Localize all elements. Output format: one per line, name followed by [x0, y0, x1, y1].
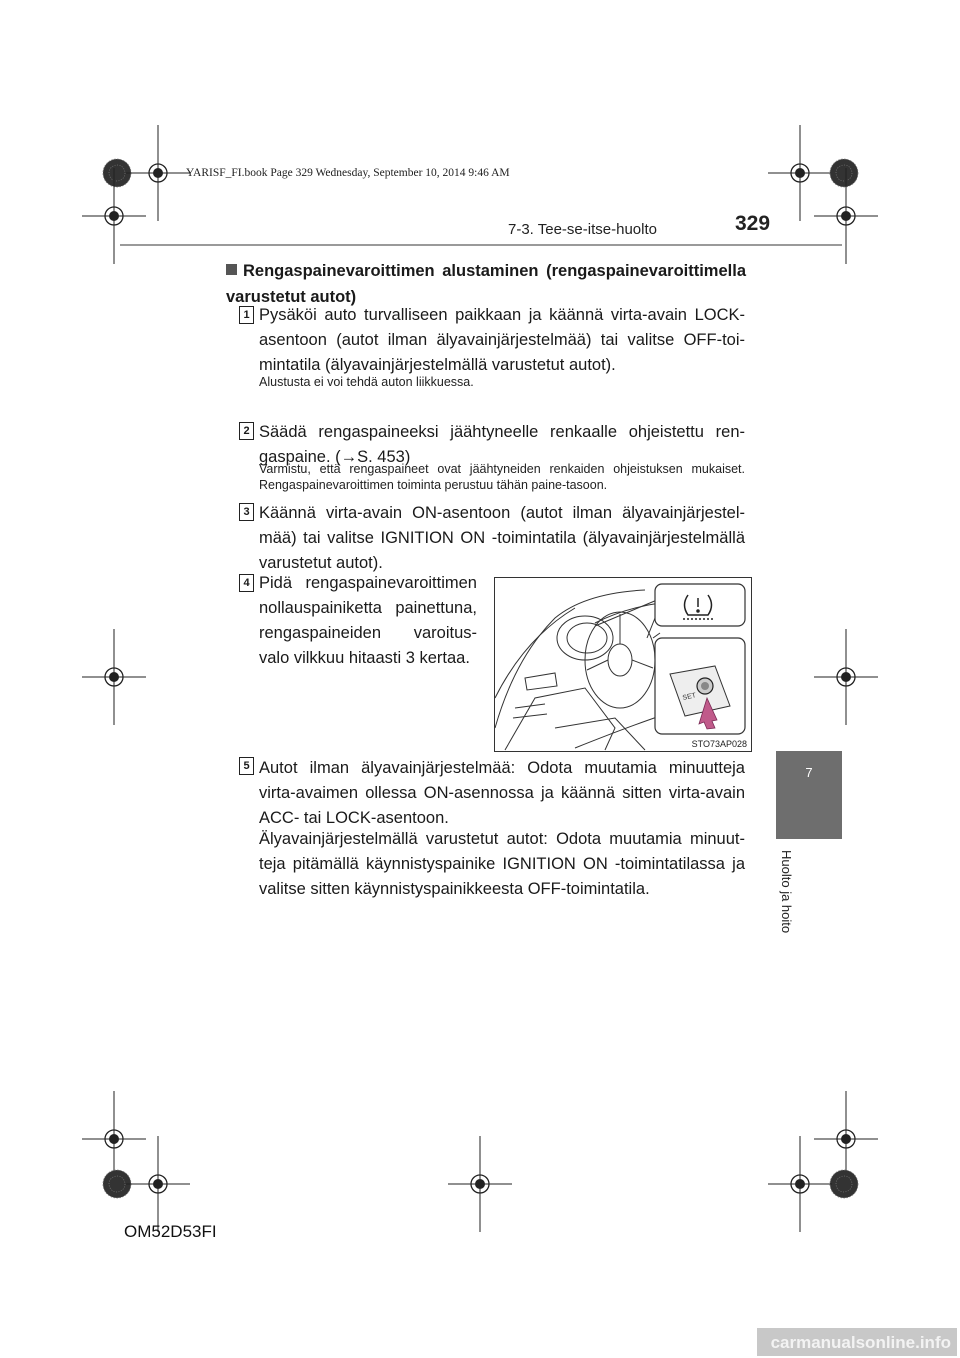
- svg-text:SET: SET: [681, 692, 697, 702]
- illustration: [494, 577, 752, 752]
- step-number: 1: [239, 306, 254, 324]
- book-info: YARISF_FI.book Page 329 Wednesday, September 10, 2014 9:46 AM: [186, 167, 510, 179]
- step-note: Alustusta ei voi tehdä auton liikkuessa.: [259, 375, 474, 389]
- step-number: 4: [239, 574, 254, 592]
- step-text: Pysäköi auto turvalliseen paikkaan ja käännä virta-avain LOCK-asentoon (autot ilman älyavainjärjestelmää) tai valitse OFF-toi-mintatila (älyavainjärjestelmällä varustetut autot).: [259, 306, 745, 374]
- square-bullet-icon: [226, 264, 237, 275]
- chapter-label-box: [773, 850, 813, 970]
- step-number: 3: [239, 503, 254, 521]
- step-text: Käännä virta-avain ON-asentoon (autot ilman älyavainjärjestel-mää) tai valitse IGNITION ON -toimintatila (älyavainjärjestelmällä varustetut autot).: [259, 504, 745, 572]
- chapter-label: Huolto ja hoito: [779, 850, 794, 934]
- step-text-2: Älyavainjärjestelmällä varustetut autot: Odota muutamia minuut-teja pitämällä käynnistyspainike IGNITION ON -toimintatilassa ja valitse sitten käynnistyspainikkeesta OFF-toimintatila.: [259, 830, 745, 898]
- dashboard-drawing: [495, 578, 751, 751]
- step-text: Autot ilman älyavainjärjestelmää: Odota muutamia minuutteja virta-avaimen ollessa ON-asennossa ja käännä sitten virta-avain ACC- tai LOCK-asentoon.: [259, 759, 745, 827]
- chapter-tab: [776, 751, 842, 839]
- chapter-number: 7: [805, 765, 813, 780]
- step-number: 5: [239, 757, 254, 775]
- step-text: Säädä rengaspaineeksi jäähtyneelle renkaalle ohjeistettu ren-gaspaine. (→S. 453): [259, 423, 745, 466]
- document-code: OM52D53FI: [124, 1222, 217, 1241]
- section-heading: Rengaspainevaroittimen alustaminen (rengaspainevaroittimella varustetut autot): [226, 262, 746, 306]
- watermark: carmanualsonline.info: [757, 1328, 957, 1356]
- step-text: Pidä rengaspainevaroittimen nollauspainiketta painettuna, rengaspaineiden varoitus-valo vilkkuu hitaasti 3 kertaa.: [259, 574, 477, 667]
- page-number: 329: [735, 212, 771, 235]
- step-note: Varmistu, että rengaspaineet ovat jäähtyneiden renkaiden ohjeistuksen mukaiset. Rengaspainevaroittimen toiminta perustuu tähän paine-tasoon.: [259, 462, 745, 492]
- step-number: 2: [239, 422, 254, 440]
- section-title: 7-3. Tee-se-itse-huolto: [508, 221, 657, 238]
- illustration-code: STO73AP028: [691, 739, 747, 749]
- header-rule: [120, 244, 842, 246]
